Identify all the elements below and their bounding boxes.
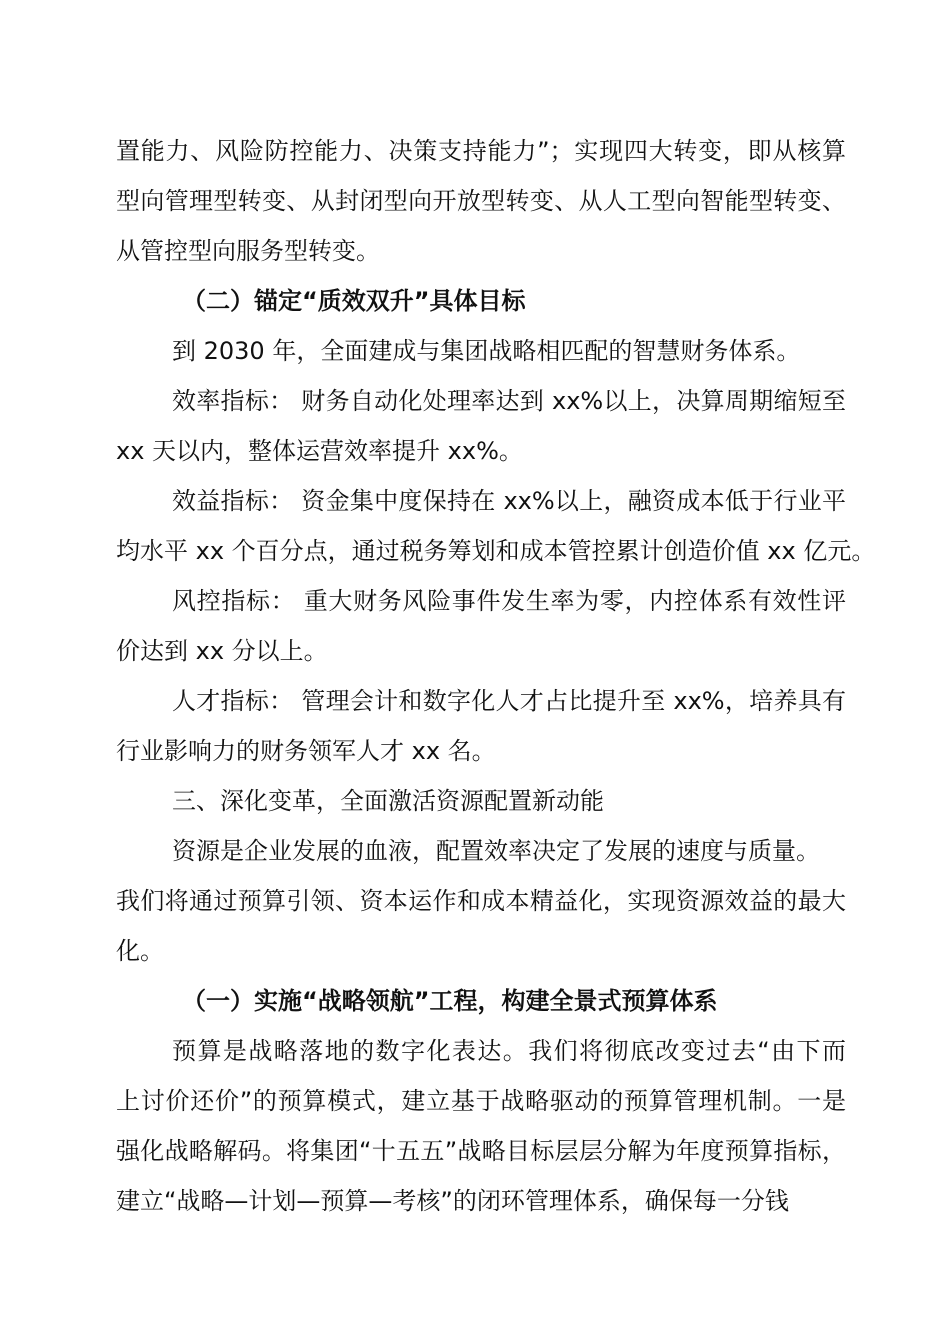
text-line: 行业影响力的财务领军人才 xx 名。 [116, 737, 496, 765]
text-line: 价达到 xx 分以上。 [116, 637, 328, 665]
indicator-talent: 人才指标： 管理会计和数字化人才占比提升至 xx%，培养具有 [172, 687, 846, 715]
text-line: 强化战略解码。将集团“十五五”战略目标层层分解为年度预算指标， [116, 1137, 846, 1165]
text-line: 型向管理型转变、从封闭型向开放型转变、从人工型向智能型转变、 [116, 187, 846, 215]
text-line: 置能力、风险防控能力、决策支持能力”；实现四大转变，即从核算 [116, 137, 846, 165]
paragraph-start: 到 2030 年，全面建成与集团战略相匹配的智慧财务体系。 [172, 337, 801, 365]
text-line: 我们将通过预算引领、资本运作和成本精益化，实现资源效益的最大 [116, 887, 846, 915]
paragraph-start: 资源是企业发展的血液，配置效率决定了发展的速度与质量。 [172, 837, 820, 865]
text-line: 建立“战略—计划—预算—考核”的闭环管理体系，确保每一分钱 [116, 1187, 789, 1215]
text-line: 均水平 xx 个百分点，通过税务筹划和成本管控累计创造价值 xx 亿元。 [116, 537, 876, 565]
indicator-risk-control: 风控指标： 重大财务风险事件发生率为零，内控体系有效性评 [172, 587, 846, 615]
section-heading: （一）实施“战略领航”工程，构建全景式预算体系 [182, 987, 718, 1015]
indicator-benefit: 效益指标： 资金集中度保持在 xx%以上，融资成本低于行业平 [172, 487, 846, 515]
indicator-efficiency: 效率指标： 财务自动化处理率达到 xx%以上，决算周期缩短至 [172, 387, 846, 415]
text-line: 从管控型向服务型转变。 [116, 237, 380, 265]
section-heading: （二）锚定“质效双升”具体目标 [182, 287, 526, 315]
text-line: 上讨价还价”的预算模式，建立基于战略驱动的预算管理机制。一是 [116, 1087, 846, 1115]
paragraph-start: 预算是战略落地的数字化表达。我们将彻底改变过去“由下而 [172, 1037, 846, 1065]
chapter-heading: 三、深化变革，全面激活资源配置新动能 [172, 787, 604, 815]
text-line: xx 天以内，整体运营效率提升 xx%。 [116, 437, 523, 465]
text-line: 化。 [116, 937, 164, 965]
